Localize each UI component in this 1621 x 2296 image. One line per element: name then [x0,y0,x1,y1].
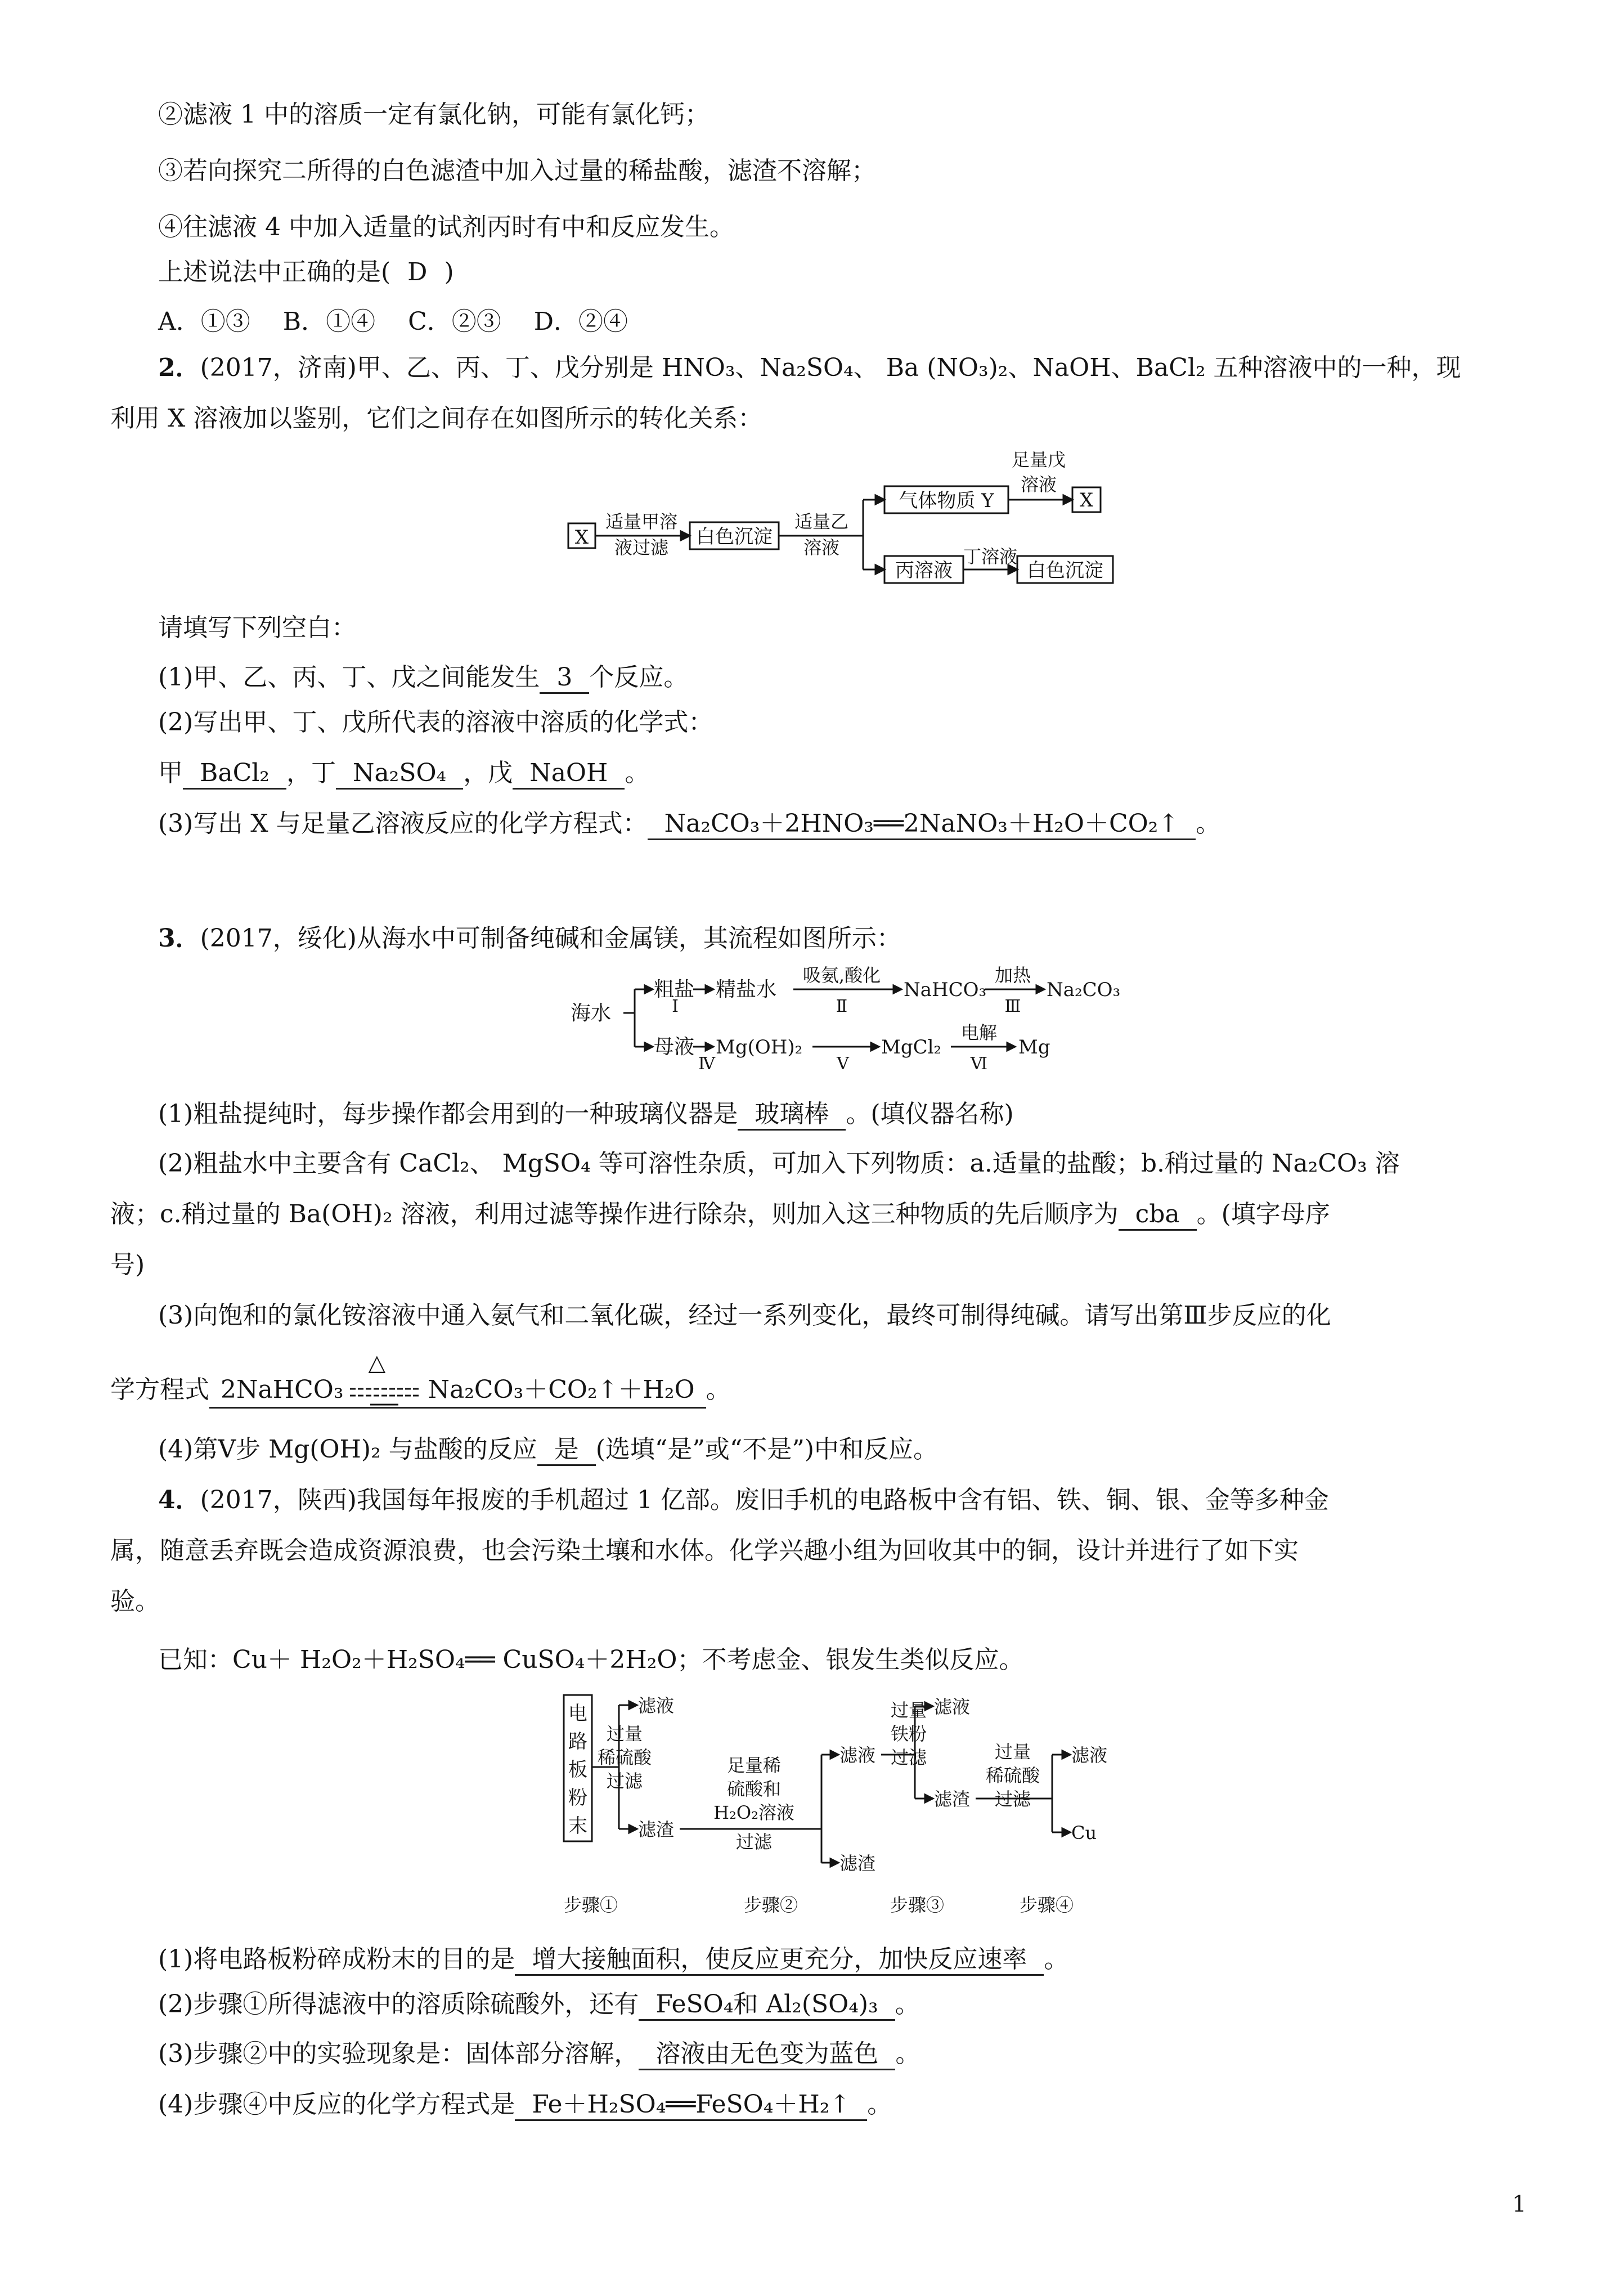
q4-step3-c: 过滤 [890,1747,927,1768]
q1-statement-2: ②滤液 1 中的溶质一定有氯化钠，可能有氯化钙； [158,100,710,129]
q4-part-3: (3)步骤②中的实验现象是：固体部分溶解， 溶液由无色变为蓝色 。 [158,2038,920,2070]
q4-box-char-4: 粉 [568,1787,587,1809]
q3-node-mg: Mg [1018,1036,1050,1059]
q3-step-1: Ⅰ [672,997,679,1016]
q2-fill-intro: 请填写下列空白： [158,613,356,642]
q4-residue-1: 滤渣 [638,1819,675,1840]
q2-step2-bottom: 溶液 [803,537,840,558]
q2-answer-ding: Na₂SO₄ [336,759,463,790]
q3-step-3: Ⅲ [1004,997,1021,1016]
q4-step3-b: 铁粉 [890,1723,927,1745]
q4-step4-c: 过滤 [994,1788,1031,1810]
q4-step3-a: 过量 [890,1699,927,1721]
q2-node-gas-y: 气体物质 Y [899,490,994,512]
q3-part-3-answer: 2NaHCO₃ △ Na₂CO₃＋CO₂↑＋H₂O [209,1375,706,1409]
q3-part-2-line-1: (2)粗盐水中主要含有 CaCl₂、 MgSO₄ 等可溶性杂质，可加入下列物质：a.适量的盐酸；b.稍过量的 Na₂CO₃ 溶 [158,1149,1400,1178]
q2-part-1: (1)甲、乙、丙、丁、戊之间能发生 3 个反应。 [158,662,688,693]
q4-filtrate-1: 滤液 [638,1695,675,1716]
q4-step2-d: 过滤 [735,1831,773,1853]
q2-flow-diagram [563,445,1137,591]
q4-step1-c: 过滤 [606,1770,643,1792]
q4-part-1: (1)将电路板粉碎成粉末的目的是 增大接触面积，使反应更充分，加快反应速率 。 [158,1944,1068,1975]
q3-node-mgoh2: Mg(OH)₂ [716,1036,803,1059]
q2-node-white-precip: 白色沉淀 [696,526,773,548]
q4-box-char-3: 板 [568,1759,587,1781]
q4-part-2-answer: FeSO₄和 Al₂(SO₄)₃ [639,1990,895,2021]
q4-step4-b: 稀硫酸 [985,1765,1040,1786]
q3-node-seawater: 海水 [571,1002,612,1025]
q4-filtrate-2: 滤液 [839,1745,876,1766]
q3-part-2-line-2: 液；c.稍过量的 Ba(OH)₂ 溶液，利用过滤等操作进行除杂，则加入这三种物质的先后顺序为 cba 。(填字母序 [110,1199,1330,1230]
q3-number: 3． [158,924,200,953]
q4-step-label-1: 步骤① [563,1894,618,1916]
q4-part-3-answer: 溶液由无色变为蓝色 [639,2039,895,2070]
q1-prompt: 上述说法中正确的是( D ) [158,258,454,286]
q1-options: A．①③ B．①④ C．②③ D．②④ [158,307,628,336]
q2-step-ding: 丁溶液 [963,546,1018,567]
q4-part-4: (4)步骤④中反应的化学方程式是 Fe＋H₂SO₄══FeSO₄＋H₂↑ 。 [158,2089,892,2120]
q1-statement-3: ③若向探究二所得的白色滤渣中加入过量的稀盐酸，滤渣不溶解； [158,156,876,185]
q4-part-2: (2)步骤①所得滤液中的溶质除硫酸外，还有 FeSO₄和 Al₂(SO₄)₃ 。 [158,1989,920,2020]
q4-step2-a: 足量稀 [726,1755,782,1776]
q4-part-4-answer: Fe＋H₂SO₄══FeSO₄＋H₂↑ [515,2090,867,2121]
q1-answer: D [407,258,428,286]
heat-equation-sign: △ [368,1350,386,1376]
q4-residue-2: 滤渣 [839,1853,876,1874]
q4-step-label-2: 步骤② [743,1894,798,1916]
q3-part-3-line-2: 学方程式 2NaHCO₃ △ Na₂CO₃＋CO₂↑＋H₂O 。 [110,1374,731,1406]
q3-node-brine: 精盐水 [716,978,777,1001]
q3-part-3-line-1: (3)向饱和的氯化铵溶液中通入氨气和二氧化碳，经过一系列变化，最终可制得纯碱。请写出第Ⅲ步反应的化 [158,1301,1331,1330]
q2-line-1: 2．(2017，济南)甲、乙、丙、丁、戊分别是 HNO₃、Na₂SO₄、 Ba (NO₃)₂、NaOH、BaCl₂ 五种溶液中的一种，现 [158,353,1461,382]
q2-step3-top: 足量戊 [1011,449,1066,470]
q4-step2-b: 硫酸和 [726,1778,782,1800]
q3-part-1-answer: 玻璃棒 [738,1100,846,1131]
q4-line-3: 验。 [110,1587,160,1616]
q4-box-char-1: 电 [568,1702,587,1725]
q4-number: 4． [158,1486,200,1514]
q3-step-6-label: 电解 [960,1022,998,1043]
q3-step-6: Ⅵ [970,1054,988,1074]
q4-filtrate-4: 滤液 [1071,1745,1108,1766]
q4-box-char-2: 路 [568,1730,587,1753]
q3-step-2: Ⅱ [836,997,848,1016]
q2-part-2: (2)写出甲、丁、戊所代表的溶液中溶质的化学式： [158,708,713,737]
q4-residue-3: 滤渣 [934,1788,971,1810]
q4-step4-a: 过量 [994,1741,1031,1763]
q2-number: 2． [158,353,200,382]
q4-step1-a: 过量 [606,1723,643,1745]
q3-node-nahco3: NaHCO₃ [904,979,987,1001]
q2-node-x: X [574,526,589,549]
q4-step2-c: H₂O₂溶液 [713,1802,794,1823]
q2-step3-bottom: 溶液 [1020,474,1057,495]
q4-step1-b: 稀硫酸 [597,1747,652,1768]
q2-part-3: (3)写出 X 与足量乙溶液反应的化学方程式： Na₂CO₃＋2HNO₃══2NaNO₃＋H₂O＋CO₂↑ 。 [158,808,1220,840]
q2-node-white-precip2: 白色沉淀 [1027,559,1103,582]
q4-line-1: 4．(2017，陕西)我国每年报废的手机超过 1 亿部。废旧手机的电路板中含有铝、铁、铜、银、金等多种金 [158,1486,1329,1514]
q3-line-1: 3．(2017，绥化)从海水中可制备纯碱和金属镁，其流程如图所示： [158,924,901,953]
q4-step-label-4: 步骤④ [1019,1894,1074,1916]
q3-node-mgcl2: MgCl₂ [881,1036,942,1059]
q2-line-2: 利用 X 溶液加以鉴别，它们之间存在如图所示的转化关系： [110,404,763,433]
q4-part-1-answer: 增大接触面积，使反应更充分，加快反应速率 [515,1945,1044,1976]
q3-part-4-answer: 是 [537,1435,596,1466]
q2-part-2-answers: 甲 BaCl₂ ，丁 Na₂SO₄ ，戊 NaOH 。 [158,757,649,789]
q3-step-5: Ⅴ [837,1054,849,1074]
q4-filtrate-3: 滤液 [934,1696,971,1717]
q3-step-3-label: 加热 [994,965,1031,986]
q2-step1-top: 适量甲溶 [605,511,678,532]
q3-flow-diagram [568,957,1131,1075]
q2-node-x2: X [1079,489,1094,512]
q4-line-2: 属，随意丢弃既会造成资源浪费，也会污染土壤和水体。化学兴趣小组为回收其中的铜，设计并进行了如下实 [110,1536,1299,1565]
q4-known: 已知：Cu＋ H₂O₂＋H₂SO₄══ CuSO₄＋2H₂O；不考虑金、银发生类似反应。 [158,1645,1024,1674]
q2-part-1-answer: 3 [540,663,589,694]
q1-statement-4: ④往滤液 4 中加入适量的试剂丙时有中和反应发生。 [158,213,734,241]
page-number: 1 [1512,2191,1526,2217]
q3-part-2-answer: cba [1119,1200,1197,1231]
q2-answer-wu: NaOH [513,759,625,790]
q3-step-2-label: 吸氨,酸化 [802,965,881,986]
q4-flow-diagram [557,1688,1148,1919]
q3-node-mother-liquor: 母液 [654,1035,695,1059]
q3-part-2-line-3: 号) [110,1250,145,1279]
q3-node-crude-salt: 粗盐 [654,978,695,1001]
q3-step-4: Ⅳ [698,1054,715,1074]
q3-part-1: (1)粗盐提纯时，每步操作都会用到的一种玻璃仪器是 玻璃棒 。(填仪器名称) [158,1098,1014,1130]
q2-node-bing: 丙溶液 [895,559,953,582]
q4-copper: Cu [1071,1822,1097,1844]
q2-step2-top: 适量乙 [794,511,849,532]
q2-step1-bottom: 液过滤 [614,537,669,558]
q2-answer-jia: BaCl₂ [183,759,286,790]
q3-part-4: (4)第Ⅴ步 Mg(OH)₂ 与盐酸的反应 是 (选填“是”或“不是”)中和反应。 [158,1434,938,1465]
q4-box-char-5: 末 [568,1815,587,1837]
q4-step-label-3: 步骤③ [890,1894,945,1916]
q2-part-3-answer: Na₂CO₃＋2HNO₃══2NaNO₃＋H₂O＋CO₂↑ [648,809,1196,840]
q3-node-na2co3: Na₂CO₃ [1047,979,1121,1001]
